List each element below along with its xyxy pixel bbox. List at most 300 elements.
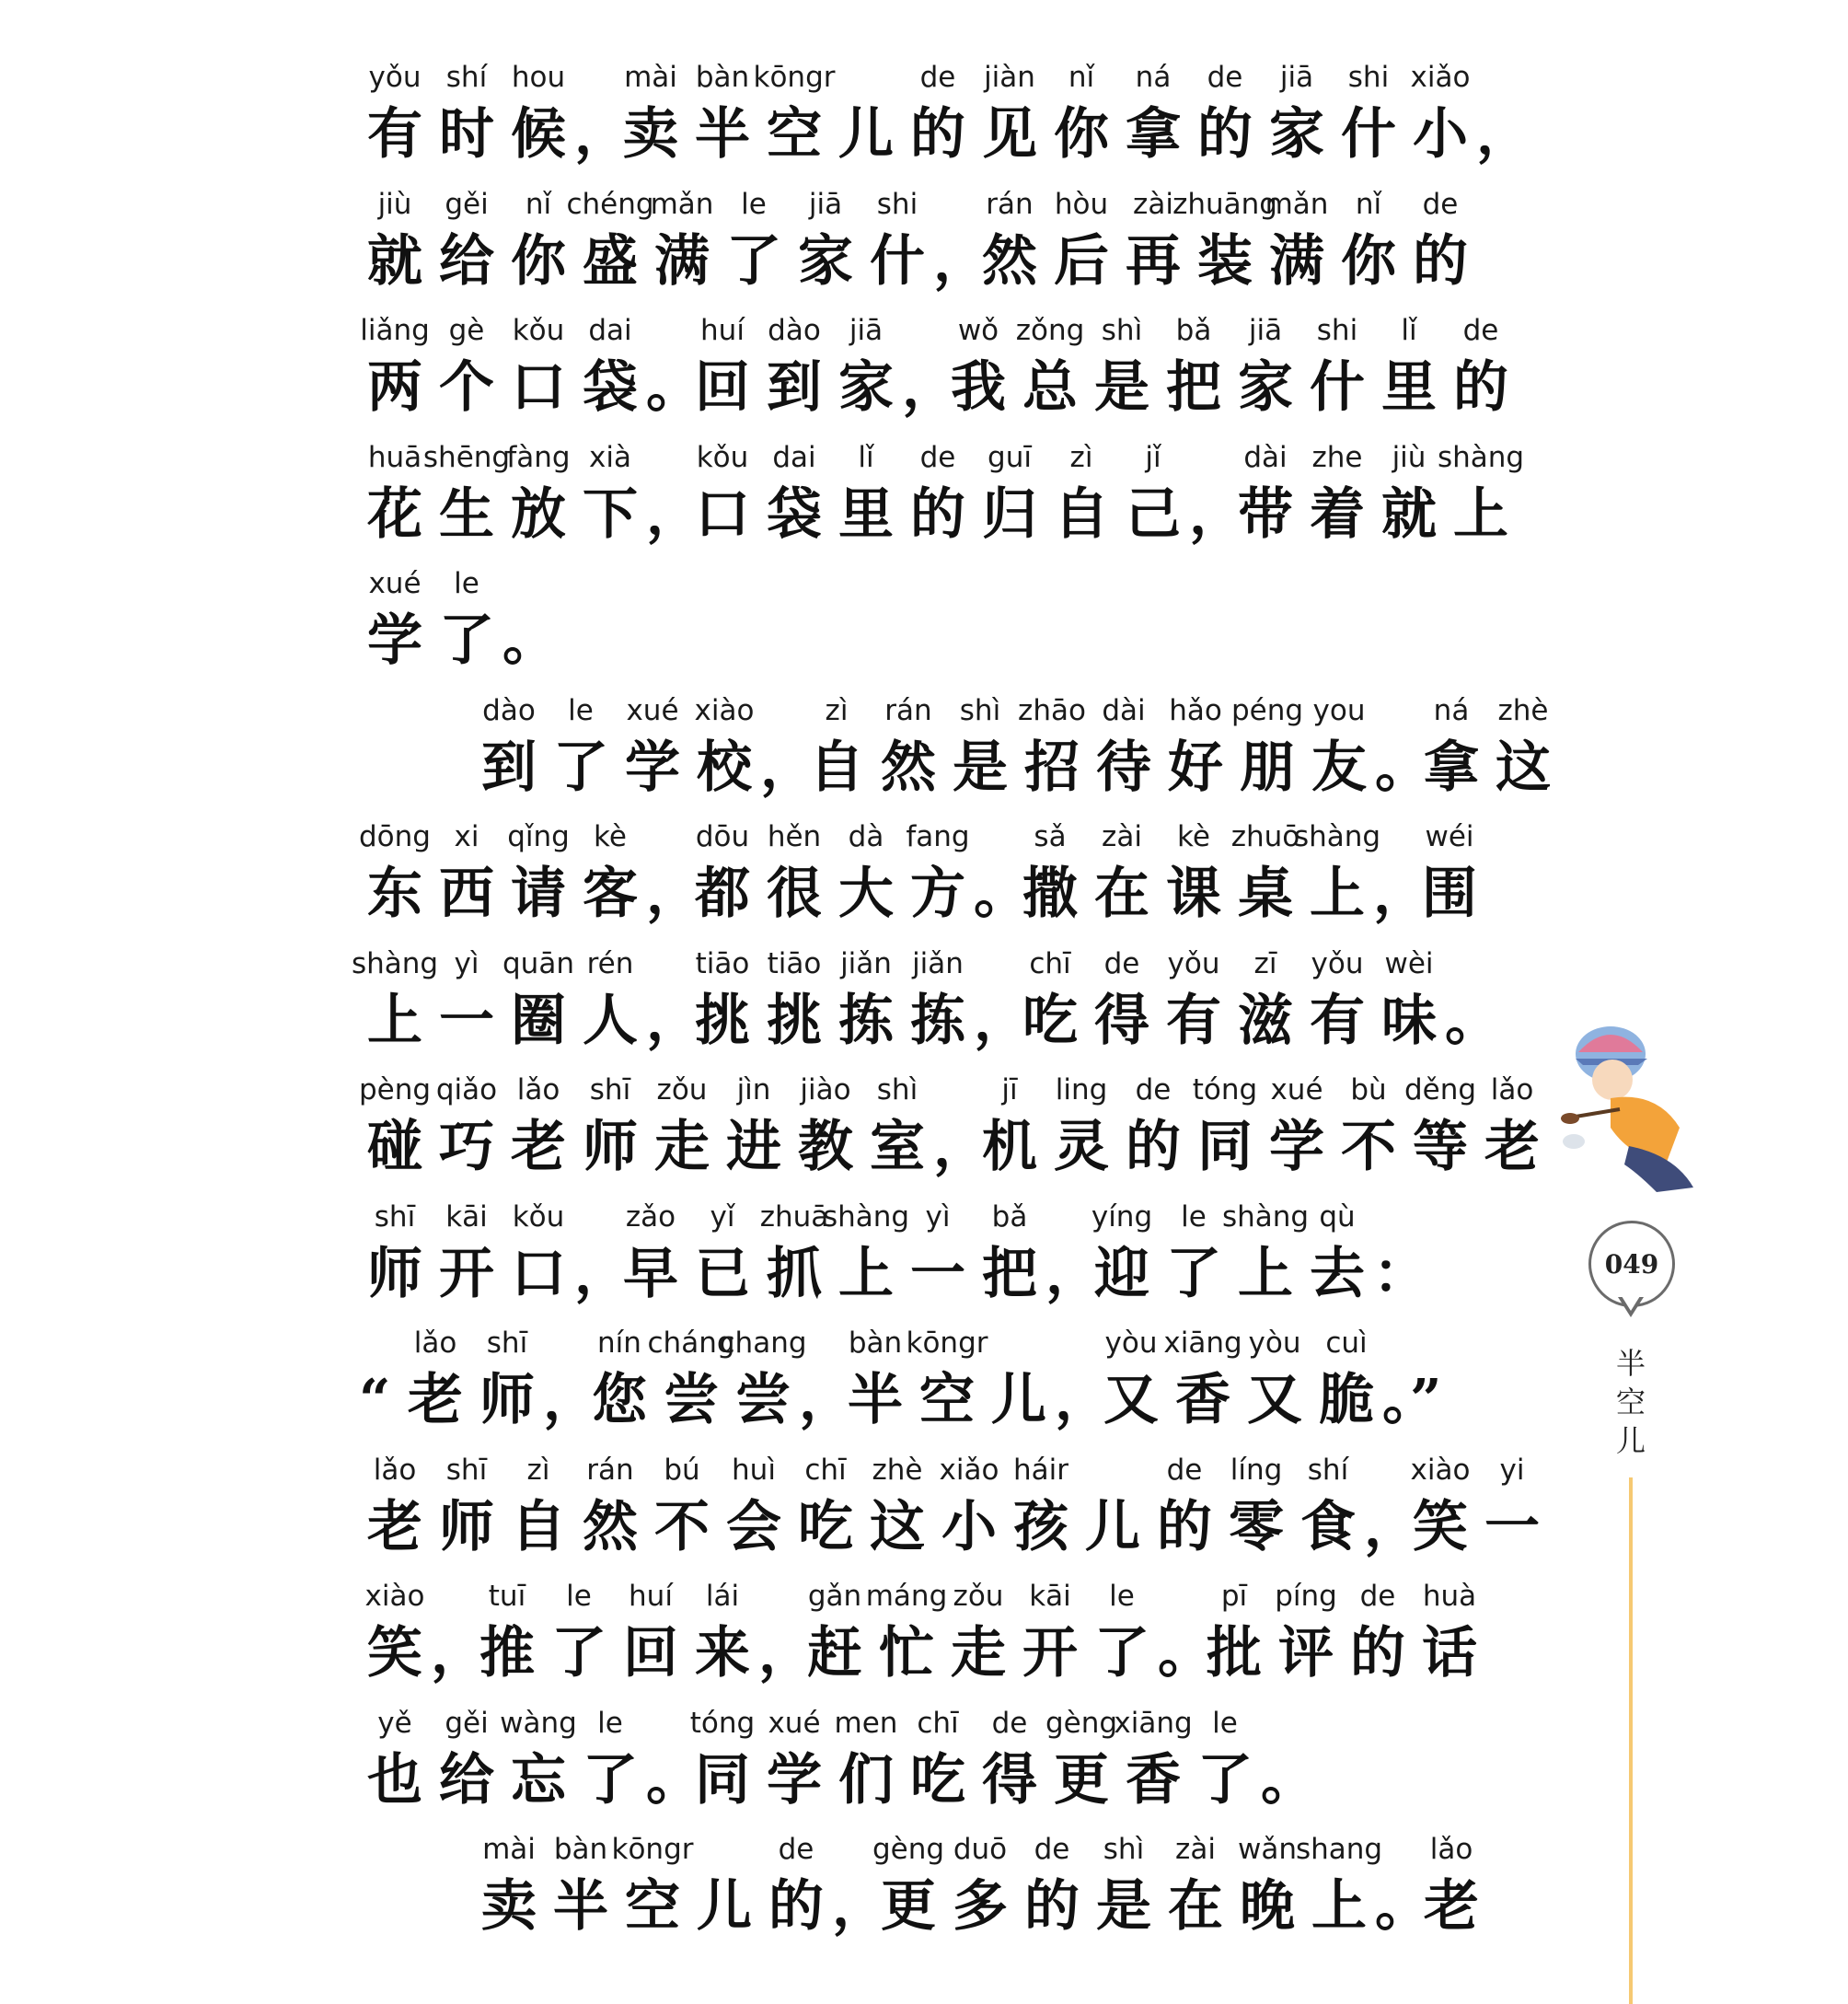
- pinyin: huà: [1422, 1580, 1477, 1613]
- character-unit: [1221, 1197, 1310, 1311]
- hanzi: ，: [574, 102, 629, 167]
- pinyin: yíng: [1091, 1199, 1153, 1234]
- character-unit: [1117, 437, 1189, 551]
- pinyin: le: [741, 187, 767, 221]
- character-unit: [688, 690, 760, 805]
- character-unit: [1149, 1450, 1220, 1564]
- character-unit: [1404, 184, 1476, 298]
- hanzi: 然: [881, 735, 936, 800]
- hanzi: 见: [982, 102, 1037, 167]
- pinyin: shì: [1103, 1833, 1145, 1866]
- hanzi: 了: [439, 608, 494, 673]
- hanzi: 口: [511, 355, 566, 420]
- punctuation: [933, 1070, 988, 1184]
- character-unit: [1301, 437, 1373, 551]
- punctuation: [1382, 1323, 1442, 1437]
- hanzi: 回: [695, 355, 750, 420]
- text-line: [358, 1070, 1540, 1197]
- pinyin: zhuāng: [1172, 187, 1277, 221]
- pinyin: zǎo: [625, 1199, 676, 1234]
- pinyin: yǒu: [368, 61, 422, 94]
- character-unit: [1086, 1576, 1158, 1690]
- character-unit: [944, 1829, 1016, 1943]
- character-unit: [611, 1829, 694, 1943]
- pinyin: le: [454, 567, 479, 600]
- pinyin: jiā: [849, 314, 884, 347]
- pinyin: xiāng: [1114, 1706, 1193, 1740]
- character-unit: [1014, 944, 1086, 1058]
- character-unit: [1333, 184, 1404, 298]
- pinyin: kōngr: [753, 61, 836, 94]
- character-unit: [1301, 1197, 1373, 1311]
- character-unit: [1158, 817, 1230, 931]
- character-unit: [359, 184, 431, 298]
- punctuation: [1373, 817, 1428, 931]
- character-unit: [1189, 1070, 1261, 1184]
- punctuation: [1055, 1323, 1110, 1437]
- hanzi: 吃: [1022, 988, 1078, 1053]
- pinyin: tóng: [689, 1706, 756, 1740]
- text-line: [359, 57, 1531, 184]
- pinyin: bǎ: [1175, 314, 1212, 347]
- pinyin: zhè: [1497, 693, 1549, 727]
- hanzi: 巧: [439, 1115, 494, 1179]
- character-unit: [359, 1450, 431, 1564]
- pinyin: zì: [1069, 440, 1093, 474]
- hanzi: ，: [646, 988, 701, 1053]
- character-unit: [1414, 817, 1485, 931]
- hanzi: 室: [870, 1115, 925, 1179]
- character-unit: [431, 1703, 502, 1817]
- pinyin: lǐ: [1401, 314, 1417, 347]
- character-unit: [399, 1323, 471, 1437]
- hanzi: 老: [367, 1494, 422, 1559]
- punctuation: [1364, 1450, 1419, 1564]
- character-unit: [1117, 1070, 1189, 1184]
- pinyin: le: [1109, 1580, 1135, 1613]
- pinyin: dài: [1243, 440, 1288, 474]
- pinyin: xiào: [364, 1580, 425, 1613]
- character-unit: [502, 1197, 574, 1311]
- pinyin: ná: [1135, 61, 1172, 94]
- character-unit: [801, 690, 872, 805]
- pinyin: shàng: [1437, 440, 1525, 474]
- hanzi: 了: [551, 1621, 606, 1685]
- hanzi: 半: [695, 102, 750, 167]
- hanzi: 东: [367, 862, 422, 926]
- hanzi: 零: [1229, 1494, 1284, 1559]
- character-unit: [861, 1070, 933, 1184]
- character-unit: [543, 1576, 615, 1690]
- character-unit: [1342, 1576, 1414, 1690]
- hanzi: 就: [367, 228, 422, 294]
- pinyin: ná: [1433, 693, 1470, 727]
- character-unit: [1293, 817, 1381, 931]
- pinyin: chī: [1029, 946, 1071, 980]
- punctuation: [646, 1703, 701, 1817]
- hanzi: 老: [511, 1115, 566, 1179]
- character-unit: [861, 1450, 933, 1564]
- character-unit: [1373, 437, 1445, 551]
- character-unit: [902, 437, 974, 551]
- character-unit: [1014, 817, 1086, 931]
- pinyin: shí: [1307, 1453, 1349, 1487]
- character-unit: [431, 57, 502, 171]
- hanzi: 了: [583, 1747, 638, 1813]
- hanzi: 又: [1103, 1368, 1159, 1432]
- character-unit: [1333, 57, 1404, 171]
- hanzi: 家: [838, 355, 894, 420]
- pinyin: zì: [526, 1453, 550, 1487]
- hanzi: 有: [367, 102, 422, 167]
- pinyin: yě: [377, 1706, 412, 1740]
- pinyin: huí: [629, 1580, 673, 1613]
- character-unit: [574, 1070, 646, 1184]
- hanzi: 吃: [910, 1747, 965, 1813]
- character-unit: [359, 1197, 431, 1311]
- hanzi: 后: [1054, 228, 1109, 294]
- hanzi: 待: [1096, 735, 1151, 800]
- hanzi: 好: [1168, 735, 1223, 800]
- character-unit: [687, 1197, 758, 1311]
- pinyin: xué: [626, 693, 679, 727]
- character-unit: [830, 817, 902, 931]
- pinyin: le: [566, 1580, 592, 1613]
- character-unit: [1476, 1450, 1548, 1564]
- pinyin: jiàn: [984, 61, 1035, 94]
- pinyin: jiǎn: [912, 946, 964, 980]
- pinyin: xi: [454, 820, 479, 853]
- character-unit: [830, 944, 902, 1058]
- pinyin: péng: [1230, 693, 1304, 727]
- hanzi: 在: [1168, 1874, 1223, 1939]
- pinyin: děng: [1403, 1073, 1477, 1106]
- character-unit: [1158, 310, 1230, 424]
- hanzi: 的: [1350, 1621, 1405, 1685]
- pinyin: yì: [925, 1199, 951, 1234]
- character-unit: [431, 1070, 502, 1184]
- hanzi: 尝: [664, 1368, 719, 1432]
- hanzi: 已: [695, 1241, 750, 1306]
- pinyin: de: [1103, 946, 1140, 980]
- hanzi: 学: [367, 608, 422, 673]
- hanzi: ，: [1055, 1368, 1110, 1432]
- punctuation: [1158, 1576, 1213, 1690]
- hanzi: 拣: [910, 988, 965, 1053]
- character-unit: [1088, 690, 1160, 805]
- character-unit: [1005, 1450, 1077, 1564]
- child-illustration: [1546, 1017, 1712, 1201]
- hanzi: 课: [1166, 862, 1221, 926]
- pinyin: wàng: [500, 1706, 577, 1740]
- hanzi: 老: [1484, 1115, 1540, 1179]
- hanzi: 。: [1261, 1747, 1316, 1813]
- hanzi: 碰: [367, 1115, 422, 1179]
- hanzi: 请: [511, 862, 566, 926]
- character-unit: [359, 817, 431, 931]
- character-unit: [688, 1829, 760, 1943]
- hanzi: 。: [502, 608, 558, 673]
- character-unit: [758, 944, 830, 1058]
- pinyin: zhāo: [1018, 693, 1086, 727]
- character-unit: [839, 1323, 911, 1437]
- pinyin: jìn: [736, 1073, 771, 1106]
- side-rule: [1629, 1477, 1633, 2004]
- hanzi: 是: [953, 735, 1008, 800]
- hanzi: 上: [838, 1241, 894, 1306]
- pinyin: zǒng: [1015, 314, 1085, 347]
- character-unit: [1117, 57, 1189, 171]
- character-unit: [687, 310, 758, 424]
- hanzi: 就: [1381, 481, 1437, 547]
- hanzi: 同: [695, 1747, 750, 1813]
- hanzi: 你: [1054, 102, 1109, 167]
- pinyin: gè: [448, 314, 485, 347]
- pinyin: lǎo: [1429, 1833, 1473, 1866]
- character-unit: [1303, 690, 1375, 805]
- hanzi: 笑: [1413, 1494, 1468, 1559]
- hanzi: 卖: [481, 1874, 537, 1939]
- hanzi: 更: [881, 1874, 936, 1939]
- pinyin: de: [1422, 187, 1459, 221]
- character-unit: [1016, 690, 1088, 805]
- character-unit: [902, 944, 974, 1058]
- character-unit: [1198, 1576, 1270, 1690]
- character-unit: [1230, 944, 1301, 1058]
- hanzi: ，: [933, 1115, 988, 1179]
- hanzi: 家: [1269, 102, 1324, 167]
- hanzi: 都: [695, 862, 750, 926]
- hanzi: 师: [583, 1115, 638, 1179]
- hanzi: 里: [838, 481, 894, 547]
- hanzi: 走: [654, 1115, 710, 1179]
- pinyin: yòu: [1248, 1326, 1301, 1360]
- pinyin: bàn: [695, 61, 750, 94]
- pinyin: hou: [511, 61, 566, 94]
- hanzi: 上: [367, 988, 422, 1053]
- hanzi: 很: [767, 862, 822, 926]
- hanzi: 家: [798, 228, 853, 294]
- pinyin: rán: [884, 693, 932, 727]
- text-line: [359, 184, 1528, 311]
- pinyin: guī: [988, 440, 1032, 474]
- pinyin: liǎng: [360, 314, 430, 347]
- character-unit: [1415, 1829, 1487, 1943]
- pinyin: líng: [1230, 1453, 1283, 1487]
- pinyin: shàng: [351, 946, 439, 980]
- character-unit: [799, 1576, 871, 1690]
- hanzi: 你: [511, 228, 566, 294]
- hanzi: 然: [982, 228, 1037, 294]
- hanzi: 师: [479, 1368, 535, 1432]
- punctuation: [1476, 57, 1531, 171]
- pinyin: shēng: [422, 440, 511, 474]
- text-line: [359, 690, 1551, 817]
- punctuation: [1261, 1703, 1316, 1817]
- character-unit: [902, 1703, 974, 1817]
- hanzi: 味: [1381, 988, 1437, 1053]
- hanzi: 。: [646, 355, 701, 420]
- character-unit: [902, 57, 974, 171]
- character-unit: [359, 1070, 431, 1184]
- hanzi: 圈: [511, 988, 566, 1053]
- character-unit: [758, 1197, 830, 1311]
- character-unit: [1261, 1070, 1333, 1184]
- punctuation: [502, 563, 558, 678]
- character-unit: [942, 310, 1014, 424]
- hanzi: 进: [726, 1115, 781, 1179]
- character-unit: [1160, 1829, 1231, 1943]
- character-unit: [718, 1450, 790, 1564]
- pinyin: jiù: [1392, 440, 1426, 474]
- hanzi: 学: [625, 735, 680, 800]
- hanzi: 空: [625, 1874, 680, 1939]
- pinyin: shī: [445, 1453, 488, 1487]
- pinyin: zì: [825, 693, 849, 727]
- character-unit: [617, 690, 688, 805]
- hanzi: 拣: [838, 988, 894, 1053]
- character-unit: [1086, 1197, 1158, 1311]
- character-unit: [1261, 57, 1333, 171]
- hanzi: 满: [1269, 228, 1324, 294]
- pinyin: cuì: [1325, 1326, 1368, 1360]
- character-unit: [1086, 944, 1158, 1058]
- hanzi: 儿: [1085, 1494, 1140, 1559]
- character-unit: [471, 1576, 543, 1690]
- pinyin: de: [991, 1706, 1028, 1740]
- character-unit: [861, 184, 933, 298]
- hanzi: 自: [1054, 481, 1109, 547]
- hanzi: 人: [583, 988, 638, 1053]
- pinyin: zài: [1102, 820, 1142, 853]
- character-unit: [1476, 1070, 1548, 1184]
- hanzi: ，: [758, 1621, 814, 1685]
- pinyin: shí: [445, 61, 488, 94]
- punctuation: [1445, 944, 1500, 1058]
- hanzi: ，: [646, 481, 701, 547]
- punctuation: [646, 310, 701, 424]
- character-unit: [574, 1450, 646, 1564]
- character-unit: [502, 57, 574, 171]
- hanzi: 的: [1197, 102, 1253, 167]
- character-unit: [574, 437, 646, 551]
- hanzi: 话: [1422, 1621, 1477, 1685]
- character-unit: [545, 690, 617, 805]
- character-unit: [758, 310, 830, 424]
- character-unit: [1230, 817, 1301, 931]
- character-unit: [1445, 310, 1517, 424]
- pinyin: jiā: [808, 187, 843, 221]
- pinyin: nín: [597, 1326, 641, 1360]
- pinyin: chī: [804, 1453, 847, 1487]
- hanzi: ，: [1373, 862, 1428, 926]
- character-unit: [1301, 944, 1373, 1058]
- hanzi: ，: [799, 1368, 854, 1432]
- pinyin: le: [568, 693, 594, 727]
- pinyin: yǒu: [1311, 946, 1364, 980]
- character-unit: [1414, 1576, 1485, 1690]
- character-unit: [473, 1829, 545, 1943]
- pinyin: jǐ: [1145, 440, 1161, 474]
- punctuation: [933, 184, 988, 298]
- hanzi: 一: [439, 988, 494, 1053]
- pinyin: chang: [719, 1326, 807, 1360]
- character-unit: [902, 817, 974, 931]
- punctuation: [431, 1576, 486, 1690]
- hanzi: 生: [439, 481, 494, 547]
- hanzi: 尝: [735, 1368, 791, 1432]
- hanzi: 开: [1022, 1621, 1078, 1685]
- character-unit: [942, 1576, 1014, 1690]
- hanzi: 个: [439, 355, 494, 420]
- hanzi: 学: [1269, 1115, 1324, 1179]
- character-unit: [687, 817, 758, 931]
- pinyin: kōngr: [611, 1833, 694, 1866]
- hanzi: 笑: [367, 1621, 422, 1685]
- character-unit: [1301, 310, 1373, 424]
- hanzi: 候: [511, 102, 566, 167]
- character-unit: [974, 1070, 1045, 1184]
- character-unit: [500, 1703, 577, 1817]
- pinyin: de: [1359, 1580, 1396, 1613]
- punctuation: [646, 944, 701, 1058]
- pinyin: dài: [1102, 693, 1146, 727]
- hanzi: 迎: [1094, 1241, 1149, 1306]
- hanzi: ，: [646, 862, 701, 926]
- pinyin: xiào: [1410, 1453, 1471, 1487]
- hanzi: 家: [1238, 355, 1293, 420]
- punctuation: [574, 57, 629, 171]
- hanzi: 招: [1024, 735, 1080, 800]
- character-unit: [1158, 1197, 1230, 1311]
- character-unit: [1095, 1323, 1167, 1437]
- pinyin: wèi: [1384, 946, 1434, 980]
- character-unit: [431, 310, 502, 424]
- hanzi: 到: [481, 735, 537, 800]
- pinyin: mǎn: [650, 187, 714, 221]
- hanzi: 总: [1022, 355, 1078, 420]
- pinyin: nǐ: [1068, 61, 1095, 94]
- pinyin: xiǎo: [939, 1453, 999, 1487]
- character-unit: [359, 437, 431, 551]
- punctuation: [902, 310, 957, 424]
- hanzi: 口: [695, 481, 750, 547]
- punctuation: [832, 1829, 887, 1943]
- pinyin: bú: [664, 1453, 700, 1487]
- hanzi: 得: [1094, 988, 1149, 1053]
- punctuation: [974, 944, 1029, 1058]
- hanzi: ，: [902, 355, 957, 420]
- hanzi: ，: [1189, 481, 1244, 547]
- pinyin: kè: [594, 820, 627, 853]
- hanzi: 抓: [767, 1241, 822, 1306]
- pinyin: máng: [865, 1580, 948, 1613]
- hanzi: 有: [1310, 988, 1365, 1053]
- pinyin: huā: [367, 440, 422, 474]
- character-unit: [1231, 1829, 1303, 1943]
- pinyin: lǎo: [413, 1326, 457, 1360]
- character-unit: [974, 1703, 1045, 1817]
- character-unit: [1045, 437, 1117, 551]
- hanzi: 的: [1157, 1494, 1212, 1559]
- page-badge-tail-inner: [1622, 1296, 1640, 1311]
- character-unit: [758, 437, 830, 551]
- character-unit: [1487, 690, 1559, 805]
- pinyin: pī: [1220, 1580, 1248, 1613]
- hanzi: 带: [1238, 481, 1293, 547]
- punctuation: [758, 1576, 814, 1690]
- hanzi: 花: [367, 481, 422, 547]
